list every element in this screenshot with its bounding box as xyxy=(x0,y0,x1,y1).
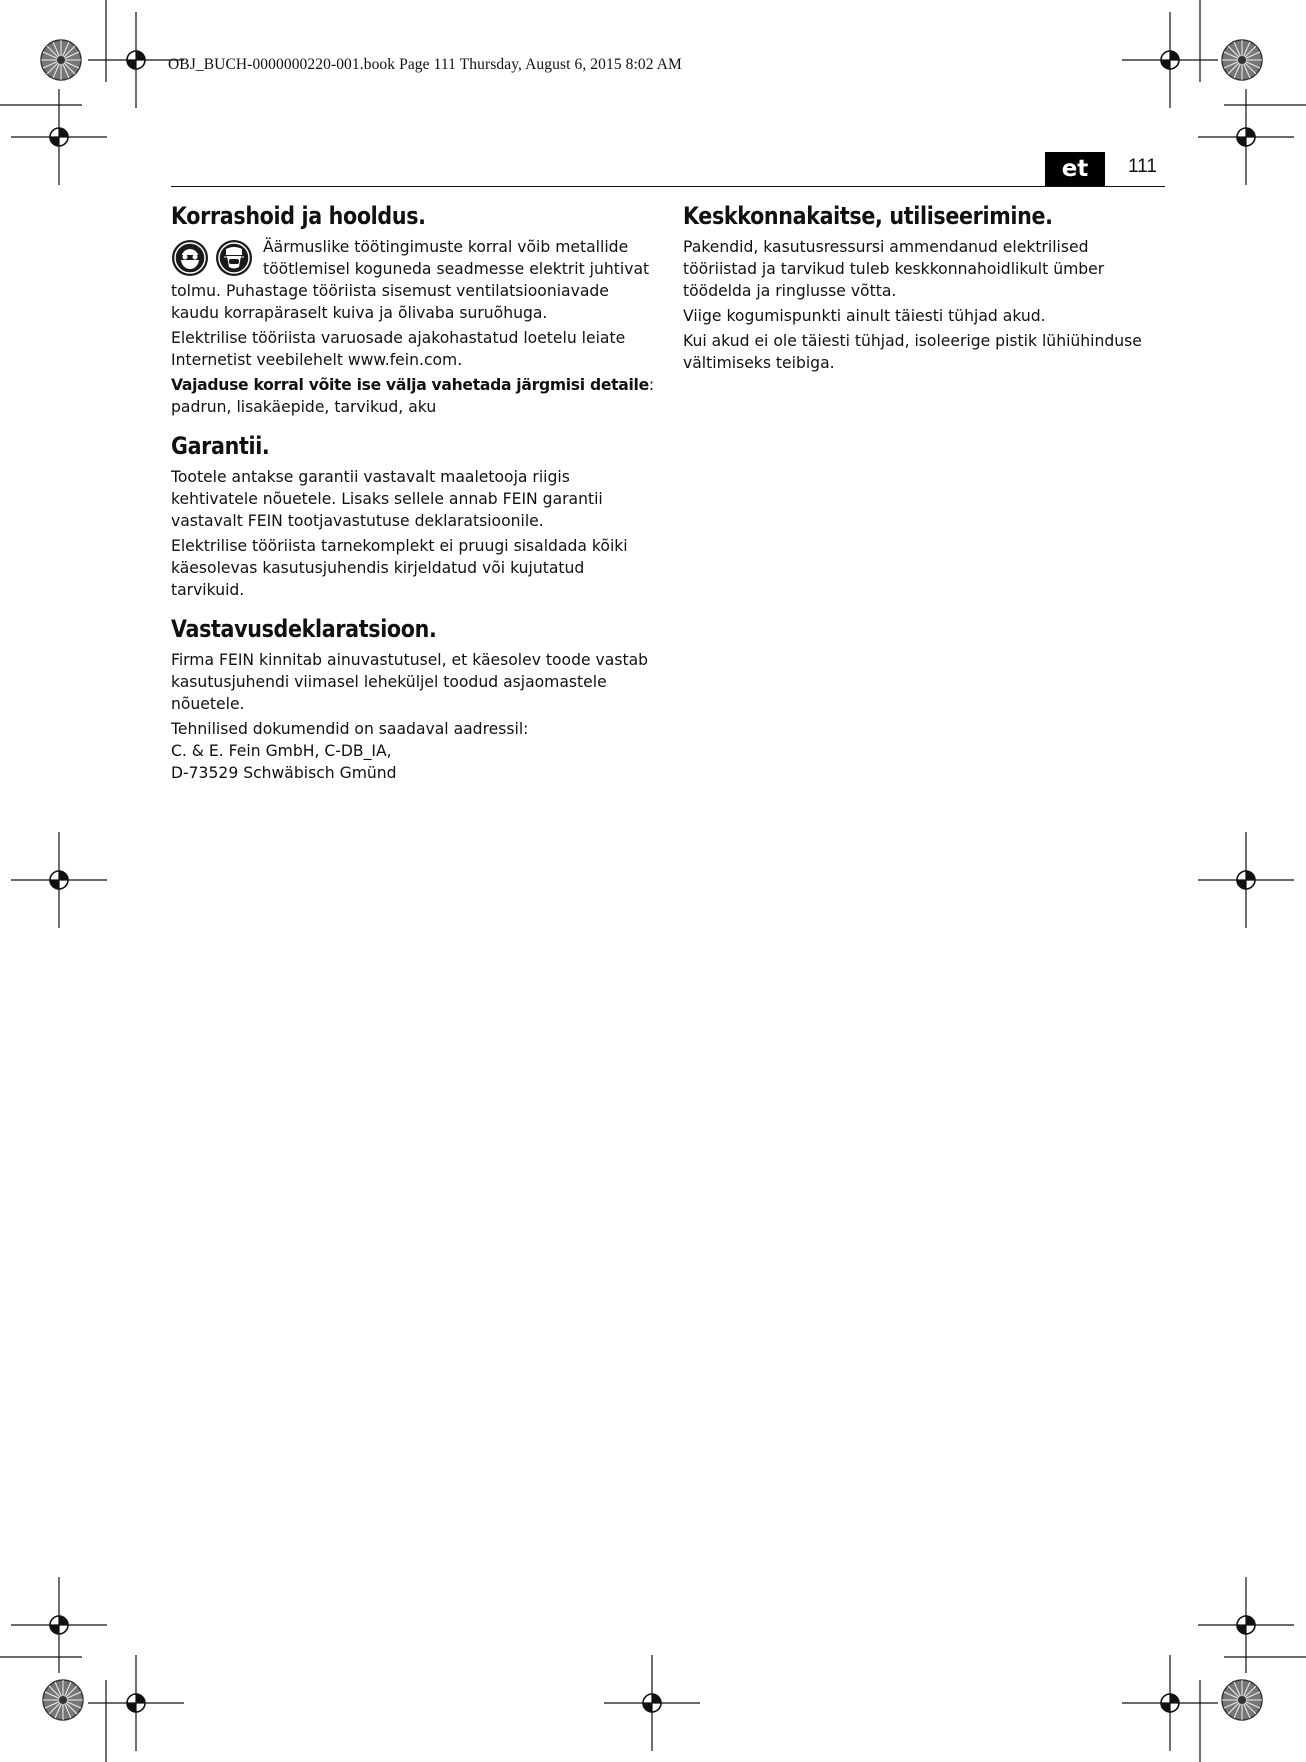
replaceable-parts-label: Vajaduse korral võite ise välja vahetada järgmisi detaile xyxy=(171,376,649,394)
registration-mark xyxy=(1122,12,1218,108)
registration-mark xyxy=(1198,1577,1294,1673)
environment-heading: Keskkonnakaitse, utiliseerimine. xyxy=(683,202,1053,230)
registration-mark xyxy=(11,89,107,185)
page-number: 111 xyxy=(1128,156,1157,177)
registration-mark xyxy=(88,1655,184,1751)
color-bar-star-mark xyxy=(1222,1680,1262,1720)
environment-section xyxy=(683,202,1167,374)
maintenance-paragraph: Äärmuslike töötingimuste korral võib metallide töötlemisel koguneda seadmesse elektrit juhtivat tolmu. Puhastage tööriista sisemust ventilatsiooniavade kaudu korrapäraselt kuiva ja õlivaba suruõhuga. xyxy=(171,238,650,322)
conformity-paragraph: Firma FEIN kinnitab ainuvastutusel, et käesolev toode vastab kasutusjuhendi viimasel leheküljel toodud asjaomastele nõuetele. xyxy=(171,651,649,713)
warranty-paragraph: Elektrilise tööriista tarnekomplekt ei pruugi sisaldada kõiki käesolevas kasutusjuhendis kirjeldatud või kujutatud tarvikuid. xyxy=(171,537,628,599)
right-column xyxy=(683,202,1167,388)
maintenance-section xyxy=(171,202,655,418)
color-bar-star-mark xyxy=(43,1680,83,1720)
warranty-section xyxy=(171,432,655,601)
environment-paragraph: Pakendid, kasutusressursi ammendanud elektrilised tööriistad ja tarvikud tuleb keskkonnahoidlikult ümber töödelda ja ringlusse võtta. xyxy=(683,238,1105,300)
dust-mask-icon xyxy=(216,240,252,276)
replaceable-parts-paragraph xyxy=(171,374,655,418)
header-rule xyxy=(171,186,1165,187)
technical-docs-label: Tehnilised dokumendid on saadaval aadressil: xyxy=(171,720,529,738)
replaceable-parts-list: padrun, lisakäepide, tarvikud, aku xyxy=(171,398,437,416)
registration-mark xyxy=(11,1577,107,1673)
safety-icons xyxy=(171,237,257,279)
environment-paragraph: Viige kogumispunkti ainult täiesti tühjad akud. xyxy=(683,307,1046,325)
conformity-heading: Vastavusdeklaratsioon. xyxy=(171,615,437,643)
warranty-paragraph: Tootele antakse garantii vastavalt maaletooja riigis kehtivatele nõuetele. Lisaks sellele annab FEIN garantii vastavalt FEIN tootjavastutuse deklaratsioonile. xyxy=(171,468,603,530)
color-bar-star-mark xyxy=(1222,40,1262,80)
maintenance-paragraph: Elektrilise tööriista varuosade ajakohastatud loetelu leiate Internetist veebilehelt www.fein.com. xyxy=(171,329,626,369)
registration-mark xyxy=(1198,89,1294,185)
address-line: D-73529 Schwäbisch Gmünd xyxy=(171,764,397,782)
replaceable-parts-colon: : xyxy=(648,376,655,394)
registration-mark xyxy=(1122,1655,1218,1751)
registration-mark xyxy=(1198,832,1294,928)
registration-mark xyxy=(604,1655,700,1751)
eye-protection-icon xyxy=(172,240,208,276)
environment-paragraph: Kui akud ei ole täiesti tühjad, isoleerige pistik lühiühinduse vältimiseks teibiga. xyxy=(683,332,1142,372)
print-slug: OBJ_BUCH-0000000220-001.book Page 111 Thursday, August 6, 2015 8:02 AM xyxy=(168,56,682,73)
technical-docs-paragraph xyxy=(171,718,655,784)
color-bar-star-mark xyxy=(41,40,81,80)
address-line: C. & E. Fein GmbH, C-DB_IA, xyxy=(171,742,392,760)
left-column xyxy=(171,202,655,798)
language-badge: et xyxy=(1045,152,1105,186)
warranty-heading: Garantii. xyxy=(171,432,270,460)
conformity-section xyxy=(171,615,655,784)
maintenance-heading: Korrashoid ja hooldus. xyxy=(171,202,426,230)
registration-mark xyxy=(11,832,107,928)
